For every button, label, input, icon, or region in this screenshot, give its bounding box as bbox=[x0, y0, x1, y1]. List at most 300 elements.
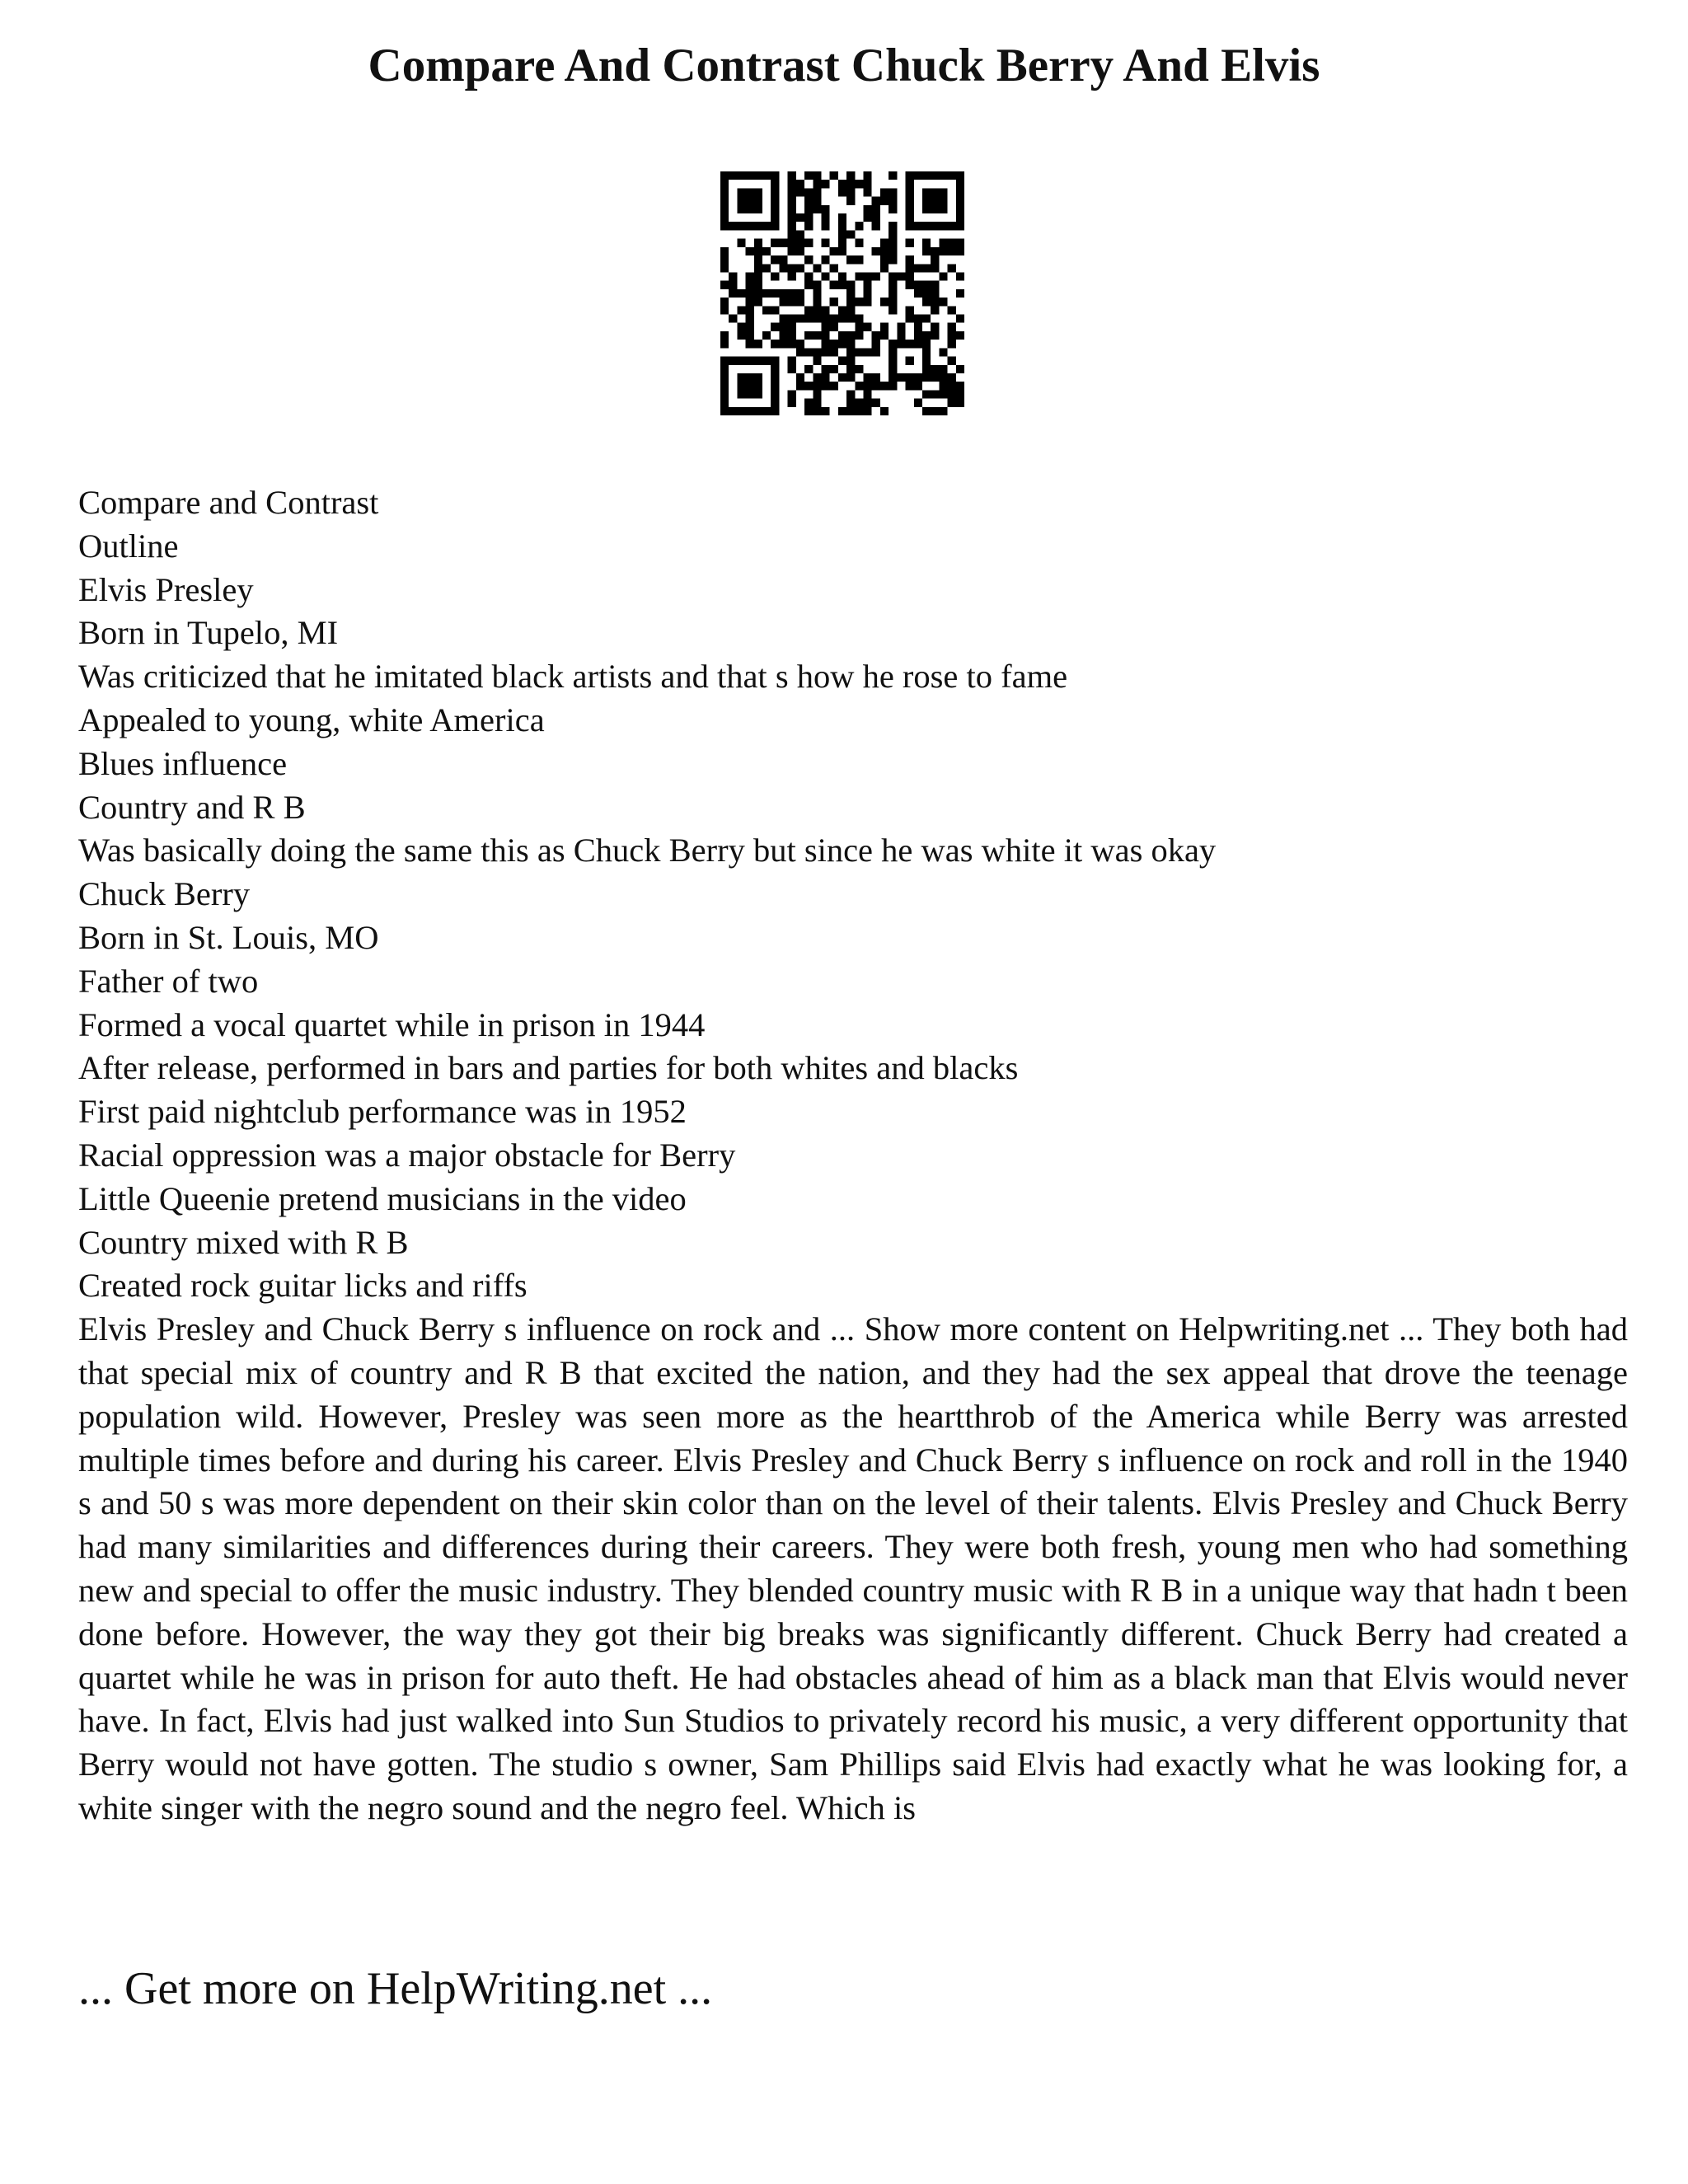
qr-module bbox=[939, 197, 947, 205]
qr-module bbox=[838, 272, 846, 280]
qr-module bbox=[796, 247, 804, 255]
qr-module bbox=[754, 247, 762, 255]
qr-module bbox=[956, 289, 964, 298]
qr-module bbox=[830, 247, 838, 255]
qr-module bbox=[931, 247, 939, 255]
outline-list bbox=[78, 481, 1628, 1308]
qr-module bbox=[788, 331, 796, 340]
qr-module bbox=[737, 239, 745, 247]
qr-module bbox=[931, 407, 939, 415]
qr-module bbox=[838, 306, 846, 314]
qr-module bbox=[830, 365, 838, 373]
qr-module bbox=[813, 390, 821, 398]
qr-module bbox=[922, 340, 931, 348]
qr-module bbox=[838, 247, 846, 255]
outline-line: Compare and Contrast bbox=[78, 484, 379, 521]
qr-module bbox=[948, 247, 956, 255]
qr-module bbox=[796, 213, 804, 222]
qr-module bbox=[855, 239, 863, 247]
qr-module bbox=[754, 255, 762, 264]
qr-module bbox=[889, 365, 897, 373]
qr-module bbox=[804, 331, 813, 340]
qr-module bbox=[754, 272, 762, 280]
qr-module bbox=[889, 205, 897, 213]
qr-module bbox=[830, 264, 838, 272]
outline-line: Chuck Berry bbox=[78, 875, 251, 913]
qr-module bbox=[779, 331, 787, 340]
qr-module bbox=[788, 180, 796, 188]
qr-module bbox=[796, 315, 804, 323]
qr-module bbox=[720, 399, 729, 407]
get-more-link[interactable]: ... Get more on HelpWriting.net ... bbox=[78, 1963, 713, 2014]
qr-module bbox=[889, 197, 897, 205]
qr-module bbox=[771, 399, 779, 407]
qr-module bbox=[720, 197, 729, 205]
qr-module bbox=[821, 365, 829, 373]
qr-module bbox=[906, 171, 914, 180]
qr-module bbox=[737, 205, 745, 213]
qr-module bbox=[746, 247, 754, 255]
qr-module bbox=[872, 247, 880, 255]
qr-module bbox=[830, 348, 838, 356]
qr-module bbox=[746, 188, 754, 196]
qr-module bbox=[720, 382, 729, 390]
outline-line: After release, performed in bars and parties for both whites and blacks bbox=[78, 1049, 1019, 1087]
qr-module bbox=[762, 171, 771, 180]
qr-module bbox=[762, 222, 771, 230]
qr-module bbox=[838, 331, 846, 340]
qr-module bbox=[779, 340, 787, 348]
qr-module bbox=[771, 407, 779, 415]
qr-module bbox=[922, 222, 931, 230]
qr-module bbox=[864, 205, 872, 213]
qr-module bbox=[914, 331, 922, 340]
qr-module bbox=[754, 239, 762, 247]
qr-module bbox=[914, 373, 922, 382]
qr-module bbox=[939, 239, 947, 247]
qr-module bbox=[762, 264, 771, 272]
qr-module bbox=[821, 222, 829, 230]
qr-module bbox=[872, 272, 880, 280]
qr-module bbox=[737, 188, 745, 196]
qr-module bbox=[804, 205, 813, 213]
qr-module bbox=[855, 222, 863, 230]
qr-module bbox=[846, 171, 855, 180]
qr-module bbox=[746, 205, 754, 213]
qr-module bbox=[889, 289, 897, 298]
qr-module bbox=[889, 373, 897, 382]
qr-module bbox=[813, 306, 821, 314]
qr-module bbox=[838, 180, 846, 188]
outline-line: Racial oppression was a major obstacle for Berry bbox=[78, 1136, 736, 1174]
qr-module bbox=[746, 281, 754, 289]
qr-module bbox=[922, 205, 931, 213]
qr-module bbox=[788, 213, 796, 222]
qr-module bbox=[754, 289, 762, 298]
qr-module bbox=[922, 390, 931, 398]
qr-module bbox=[948, 239, 956, 247]
qr-module bbox=[720, 188, 729, 196]
qr-module bbox=[939, 272, 947, 280]
qr-module bbox=[821, 255, 829, 264]
qr-module bbox=[864, 188, 872, 196]
qr-module bbox=[788, 239, 796, 247]
qr-module bbox=[779, 298, 787, 306]
qr-module bbox=[846, 298, 855, 306]
qr-module bbox=[779, 315, 787, 323]
qr-module bbox=[813, 197, 821, 205]
document-body bbox=[78, 481, 1628, 1830]
qr-module bbox=[813, 264, 821, 272]
qr-module bbox=[720, 255, 729, 264]
qr-module bbox=[821, 205, 829, 213]
outline-line: Appealed to young, white America bbox=[78, 701, 545, 738]
qr-module bbox=[720, 264, 729, 272]
qr-module bbox=[922, 197, 931, 205]
qr-module bbox=[821, 272, 829, 280]
qr-module bbox=[880, 298, 889, 306]
qr-module bbox=[846, 289, 855, 298]
qr-module bbox=[889, 272, 897, 280]
qr-module bbox=[771, 365, 779, 373]
qr-module bbox=[931, 264, 939, 272]
qr-module bbox=[729, 357, 737, 365]
qr-module bbox=[788, 289, 796, 298]
qr-module bbox=[939, 188, 947, 196]
qr-module bbox=[762, 306, 771, 314]
outline-line: Outline bbox=[78, 527, 179, 565]
qr-module bbox=[813, 373, 821, 382]
qr-module bbox=[720, 205, 729, 213]
qr-module bbox=[889, 357, 897, 365]
outline-line: Born in St. Louis, MO bbox=[78, 918, 379, 956]
qr-module bbox=[889, 222, 897, 230]
qr-module bbox=[922, 407, 931, 415]
qr-module bbox=[729, 222, 737, 230]
qr-module bbox=[914, 264, 922, 272]
qr-module bbox=[914, 382, 922, 390]
qr-module bbox=[821, 323, 829, 331]
qr-module bbox=[872, 373, 880, 382]
qr-module bbox=[821, 331, 829, 340]
qr-module bbox=[754, 188, 762, 196]
qr-module bbox=[746, 331, 754, 340]
qr-module bbox=[838, 407, 846, 415]
qr-module bbox=[830, 298, 838, 306]
qr-module bbox=[796, 340, 804, 348]
qr-module bbox=[771, 205, 779, 213]
qr-module bbox=[804, 239, 813, 247]
qr-module bbox=[813, 205, 821, 213]
qr-module bbox=[889, 230, 897, 238]
qr-module bbox=[906, 272, 914, 280]
qr-module bbox=[821, 373, 829, 382]
qr-module bbox=[830, 323, 838, 331]
qr-module bbox=[956, 247, 964, 255]
qr-module bbox=[872, 399, 880, 407]
qr-module bbox=[746, 289, 754, 298]
qr-module bbox=[838, 222, 846, 230]
qr-module bbox=[864, 382, 872, 390]
qr-module bbox=[754, 382, 762, 390]
qr-module bbox=[746, 382, 754, 390]
qr-module bbox=[737, 171, 745, 180]
qr-module bbox=[762, 407, 771, 415]
qr-module bbox=[897, 373, 905, 382]
qr-code-icon[interactable] bbox=[720, 171, 964, 415]
qr-module bbox=[796, 382, 804, 390]
qr-module bbox=[922, 348, 931, 356]
qr-module bbox=[889, 298, 897, 306]
qr-module bbox=[948, 171, 956, 180]
qr-module bbox=[922, 315, 931, 323]
qr-module bbox=[846, 188, 855, 196]
qr-module bbox=[897, 272, 905, 280]
qr-module bbox=[889, 382, 897, 390]
qr-module bbox=[771, 255, 779, 264]
qr-module bbox=[906, 281, 914, 289]
qr-module bbox=[889, 171, 897, 180]
qr-module bbox=[754, 222, 762, 230]
qr-module bbox=[813, 315, 821, 323]
qr-module bbox=[804, 306, 813, 314]
qr-module bbox=[922, 357, 931, 365]
qr-module bbox=[804, 171, 813, 180]
qr-module bbox=[906, 188, 914, 196]
qr-module bbox=[922, 188, 931, 196]
qr-module bbox=[754, 407, 762, 415]
qr-module bbox=[813, 399, 821, 407]
qr-module bbox=[889, 281, 897, 289]
outline-line: Country and R B bbox=[78, 788, 306, 826]
qr-module bbox=[855, 315, 863, 323]
qr-module bbox=[864, 399, 872, 407]
qr-module bbox=[948, 222, 956, 230]
outline-line: Formed a vocal quartet while in prison in 1944 bbox=[78, 1005, 706, 1043]
qr-module bbox=[914, 289, 922, 298]
qr-module bbox=[813, 298, 821, 306]
qr-module bbox=[939, 298, 947, 306]
qr-module bbox=[906, 306, 914, 314]
qr-module bbox=[813, 171, 821, 180]
qr-module bbox=[796, 298, 804, 306]
qr-module bbox=[804, 315, 813, 323]
qr-module bbox=[720, 340, 729, 348]
qr-module bbox=[939, 390, 947, 398]
qr-module bbox=[906, 239, 914, 247]
qr-module bbox=[788, 230, 796, 238]
qr-module bbox=[864, 289, 872, 298]
qr-module bbox=[729, 315, 737, 323]
qr-module bbox=[720, 298, 729, 306]
qr-module bbox=[939, 222, 947, 230]
qr-module bbox=[754, 298, 762, 306]
qr-module bbox=[931, 205, 939, 213]
qr-module bbox=[804, 399, 813, 407]
qr-module bbox=[948, 357, 956, 365]
qr-module bbox=[788, 390, 796, 398]
qr-module bbox=[838, 281, 846, 289]
qr-module bbox=[838, 357, 846, 365]
qr-module bbox=[872, 213, 880, 222]
qr-module bbox=[821, 348, 829, 356]
qr-module bbox=[737, 323, 745, 331]
qr-module bbox=[939, 171, 947, 180]
outline-line: Blues influence bbox=[78, 744, 288, 782]
qr-module bbox=[762, 331, 771, 340]
qr-module bbox=[948, 390, 956, 398]
qr-module bbox=[838, 188, 846, 196]
qr-module bbox=[880, 197, 889, 205]
qr-module bbox=[889, 255, 897, 264]
qr-module bbox=[830, 315, 838, 323]
qr-module bbox=[821, 407, 829, 415]
qr-module bbox=[855, 298, 863, 306]
qr-module bbox=[779, 264, 787, 272]
qr-module bbox=[804, 188, 813, 196]
qr-module bbox=[846, 399, 855, 407]
qr-module bbox=[771, 180, 779, 188]
qr-module bbox=[922, 281, 931, 289]
qr-module bbox=[872, 197, 880, 205]
qr-module bbox=[821, 315, 829, 323]
qr-module bbox=[796, 289, 804, 298]
qr-module bbox=[821, 239, 829, 247]
outline-line: Country mixed with R B bbox=[78, 1223, 409, 1261]
qr-module bbox=[788, 222, 796, 230]
qr-module bbox=[796, 373, 804, 382]
qr-module bbox=[864, 180, 872, 188]
qr-module bbox=[864, 281, 872, 289]
qr-module bbox=[931, 188, 939, 196]
qr-module bbox=[830, 281, 838, 289]
qr-module bbox=[720, 306, 729, 314]
qr-module bbox=[830, 340, 838, 348]
qr-module bbox=[737, 222, 745, 230]
outline-line: Created rock guitar licks and riffs bbox=[78, 1267, 528, 1305]
qr-module bbox=[846, 306, 855, 314]
qr-module bbox=[838, 239, 846, 247]
qr-module bbox=[771, 382, 779, 390]
qr-module bbox=[880, 239, 889, 247]
qr-module bbox=[922, 289, 931, 298]
qr-module bbox=[846, 348, 855, 356]
qr-module bbox=[948, 399, 956, 407]
qr-module bbox=[872, 348, 880, 356]
qr-module bbox=[746, 315, 754, 323]
qr-module bbox=[796, 264, 804, 272]
qr-module bbox=[788, 298, 796, 306]
qr-module bbox=[771, 357, 779, 365]
qr-module bbox=[864, 272, 872, 280]
qr-module bbox=[846, 315, 855, 323]
qr-module bbox=[956, 390, 964, 398]
qr-module bbox=[813, 289, 821, 298]
qr-module bbox=[754, 340, 762, 348]
qr-module bbox=[720, 407, 729, 415]
qr-module bbox=[771, 306, 779, 314]
qr-module bbox=[872, 340, 880, 348]
qr-module bbox=[855, 255, 863, 264]
qr-module bbox=[804, 382, 813, 390]
qr-module bbox=[762, 289, 771, 298]
qr-module bbox=[788, 247, 796, 255]
qr-module bbox=[922, 298, 931, 306]
qr-module bbox=[846, 390, 855, 398]
qr-module bbox=[914, 340, 922, 348]
qr-module bbox=[754, 171, 762, 180]
qr-module bbox=[956, 197, 964, 205]
qr-module bbox=[771, 239, 779, 247]
qr-module bbox=[754, 281, 762, 289]
qr-module bbox=[914, 323, 922, 331]
qr-module bbox=[754, 373, 762, 382]
qr-module bbox=[804, 213, 813, 222]
qr-module bbox=[855, 407, 863, 415]
qr-module bbox=[737, 382, 745, 390]
qr-module bbox=[931, 306, 939, 314]
qr-module bbox=[914, 222, 922, 230]
qr-module bbox=[956, 213, 964, 222]
qr-module bbox=[737, 306, 745, 314]
qr-module bbox=[821, 213, 829, 222]
qr-module bbox=[880, 255, 889, 264]
qr-module bbox=[931, 289, 939, 298]
qr-module bbox=[939, 407, 947, 415]
qr-module bbox=[746, 357, 754, 365]
outline-line: Elvis Presley bbox=[78, 570, 254, 608]
qr-module bbox=[948, 373, 956, 382]
qr-module bbox=[906, 197, 914, 205]
qr-module bbox=[906, 180, 914, 188]
qr-module bbox=[956, 239, 964, 247]
qr-module bbox=[956, 205, 964, 213]
qr-module bbox=[754, 197, 762, 205]
qr-module bbox=[931, 255, 939, 264]
qr-module bbox=[788, 188, 796, 196]
qr-module bbox=[922, 239, 931, 247]
qr-module bbox=[788, 264, 796, 272]
qr-module bbox=[864, 373, 872, 382]
body-paragraph: Elvis Presley and Chuck Berry s influence on rock and ... Show more content on Helpwriting.net ... They both had that special mix of country and R B that excited the nation, and they had the sex appeal that drove the teenage population wild. However, Presley was seen more as the heartthrob of the America while Berry was arrested multiple times before and during his career. Elvis Presley and Chuck Berry s influence on rock and roll in the 1940 s and 50 s was more dependent on their skin color than on the level of their talents. Elvis Presley and Chuck Berry had many similarities and differences during their careers. They were both fresh, young men who had something new and special to offer the music industry. They blended country music with R B in a unique way that hadn t been done before. However, the way they got their big breaks was significantly different. Chuck Berry had created a quartet while he was in prison for auto theft. He had obstacles ahead of him as a black man that Elvis would never have. In fact, Elvis had just walked into Sun Studios to privately record his music, a very different opportunity that Berry would not have gotten. The studio s owner, Sam Phillips said Elvis had exactly what he was looking for, a white singer with the negro sound and the negro feel. Which is bbox=[78, 1310, 1628, 1826]
qr-module bbox=[788, 365, 796, 373]
qr-module bbox=[771, 213, 779, 222]
qr-module bbox=[771, 272, 779, 280]
qr-module bbox=[939, 365, 947, 373]
qr-module bbox=[813, 180, 821, 188]
qr-module bbox=[931, 365, 939, 373]
qr-module bbox=[796, 239, 804, 247]
qr-module bbox=[906, 264, 914, 272]
qr-module bbox=[729, 281, 737, 289]
qr-module bbox=[737, 289, 745, 298]
qr-module bbox=[796, 188, 804, 196]
qr-module bbox=[906, 222, 914, 230]
qr-module bbox=[788, 399, 796, 407]
qr-module bbox=[804, 348, 813, 356]
outline-line: Was basically doing the same this as Chuck Berry but since he was white it was okay bbox=[78, 832, 1217, 869]
document-title: Compare And Contrast Chuck Berry And Elvis bbox=[368, 40, 1320, 91]
outline-line: Was criticized that he imitated black artists and that s how he rose to fame bbox=[78, 658, 1068, 696]
qr-module bbox=[855, 365, 863, 373]
qr-module bbox=[737, 390, 745, 398]
qr-module bbox=[779, 289, 787, 298]
qr-module bbox=[779, 323, 787, 331]
qr-module bbox=[788, 272, 796, 280]
qr-module bbox=[931, 323, 939, 331]
qr-module bbox=[813, 348, 821, 356]
qr-module bbox=[796, 230, 804, 238]
